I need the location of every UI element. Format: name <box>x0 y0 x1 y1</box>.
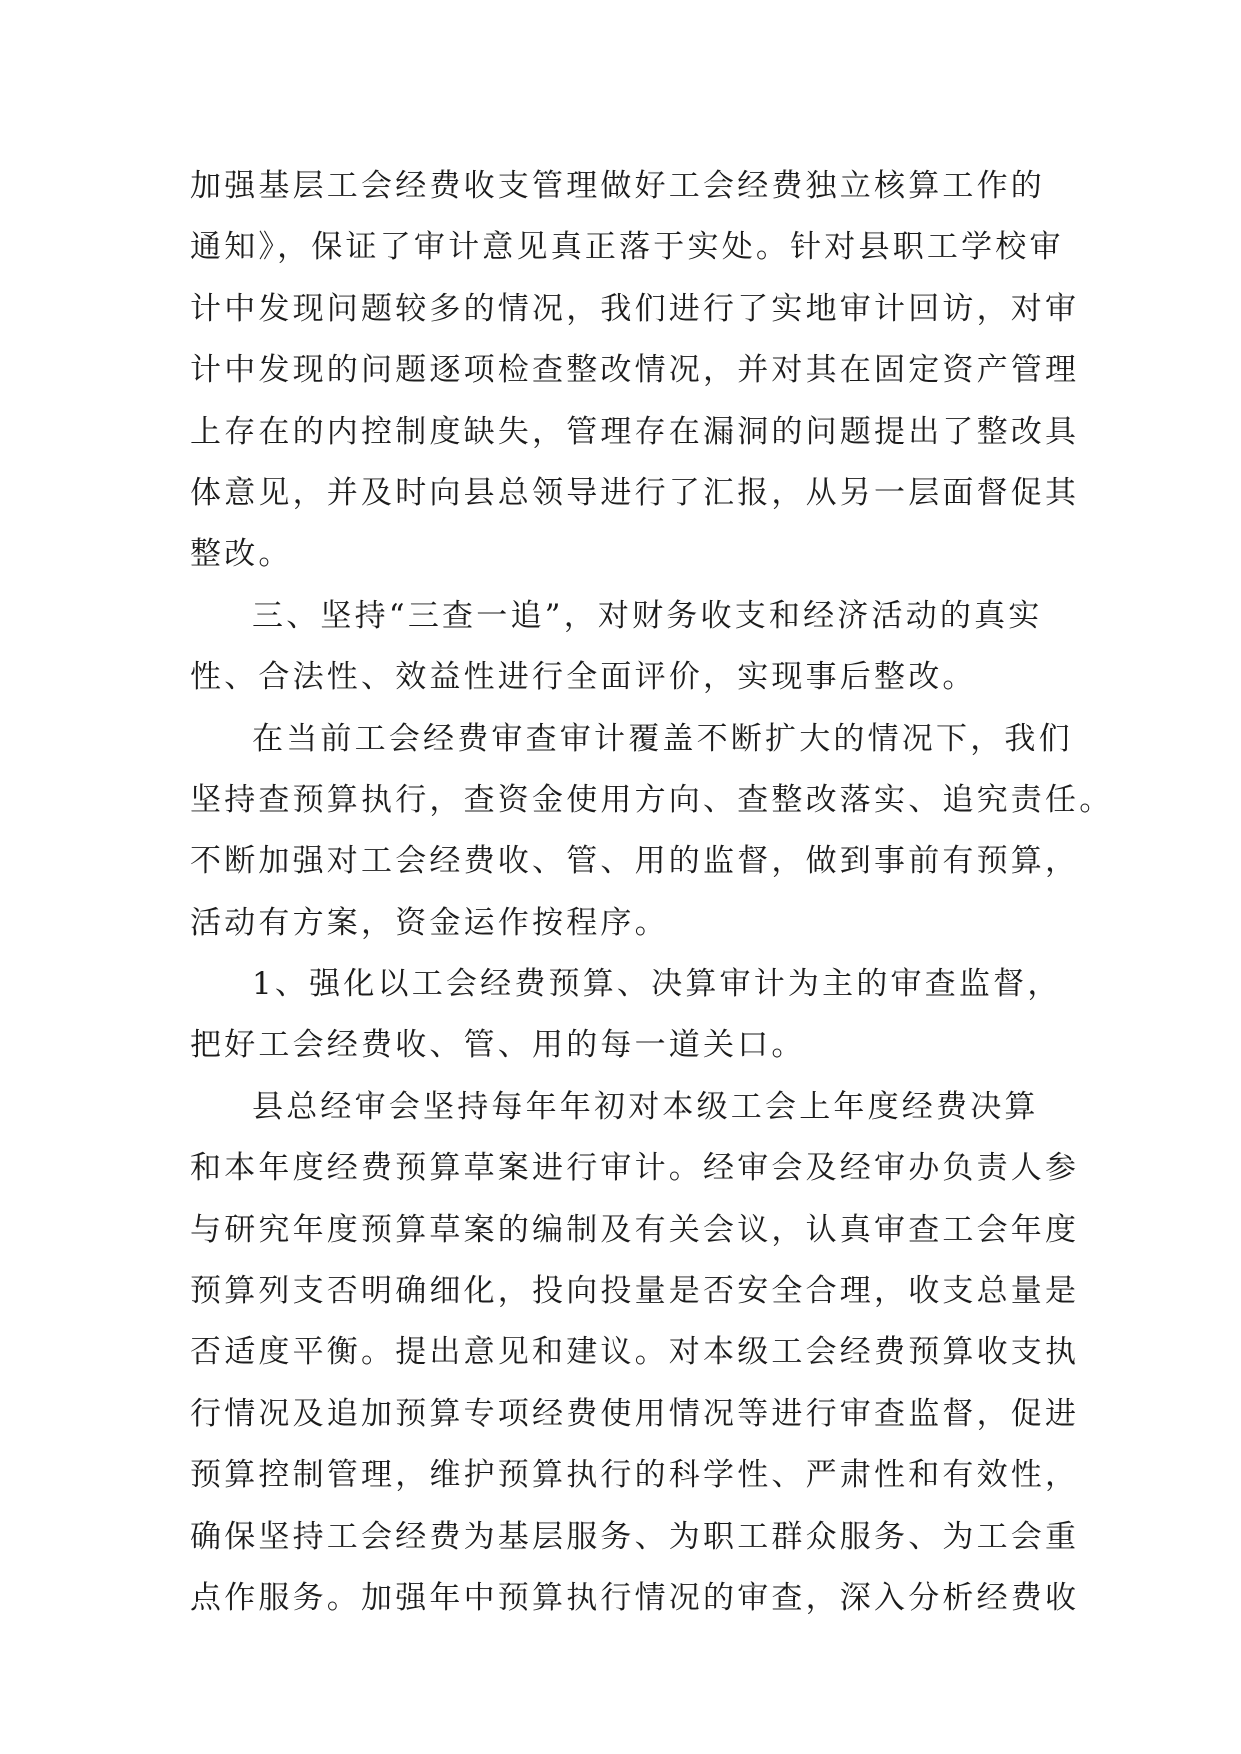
text-line: 计中发现的问题逐项检查整改情况，并对其在固定资产管理 <box>190 352 1080 389</box>
text-line: 在当前工会经费审查审计覆盖不断扩大的情况下，我们 <box>252 720 1073 757</box>
text-line: 否适度平衡。提出意见和建议。对本级工会经费预算收支执 <box>190 1334 1080 1371</box>
text-line: 点作服务。加强年中预算执行情况的审查，深入分析经费收 <box>190 1579 1080 1616</box>
section-heading: 三、坚持“三查一追”，对财务收支和经济活动的真实 <box>252 597 1043 634</box>
text-line: 县总经审会坚持每年年初对本级工会上年度经费决算 <box>252 1088 1039 1125</box>
text-line: 预算控制管理，维护预算执行的科学性、严肃性和有效性， <box>190 1457 1080 1494</box>
text-line: 通知》，保证了审计意见真正落于实处。针对县职工学校审 <box>190 229 1064 266</box>
text-line: 加强基层工会经费收支管理做好工会经费独立核算工作的 <box>190 168 1045 204</box>
text-line: 体意见，并及时向县总领导进行了汇报，从另一层面督促其 <box>190 474 1080 511</box>
subsection-heading: 1、强化以工会经费预算、决算审计为主的审查监督， <box>252 966 1062 1003</box>
text-line: 预算列支否明确细化，投向投量是否安全合理，收支总量是 <box>190 1273 1080 1310</box>
text-line: 整改。 <box>190 536 293 573</box>
text-line: 坚持查预算执行，查资金使用方向、查整改落实、追究责任。 <box>190 781 1114 818</box>
section-heading-continued: 性、合法性、效益性进行全面评价，实现事后整改。 <box>190 659 977 696</box>
subsection-heading-continued: 把好工会经费收、管、用的每一道关口。 <box>190 1027 806 1064</box>
text-line: 计中发现问题较多的情况，我们进行了实地审计回访，对审 <box>190 290 1080 327</box>
text-line: 和本年度经费预算草案进行审计。经审会及经审办负责人参 <box>190 1150 1080 1187</box>
text-line: 上存在的内控制度缺失，管理存在漏洞的问题提出了整改具 <box>190 413 1080 450</box>
text-line: 与研究年度预算草案的编制及有关会议，认真审查工会年度 <box>190 1211 1080 1248</box>
body-text <box>190 156 1114 1629</box>
text-line: 行情况及追加预算专项经费使用情况等进行审查监督，促进 <box>190 1395 1080 1432</box>
text-line: 活动有方案，资金运作按程序。 <box>190 904 669 941</box>
text-line: 不断加强对工会经费收、管、用的监督，做到事前有预算， <box>190 843 1080 880</box>
text-line: 确保坚持工会经费为基层服务、为职工群众服务、为工会重 <box>190 1518 1080 1555</box>
